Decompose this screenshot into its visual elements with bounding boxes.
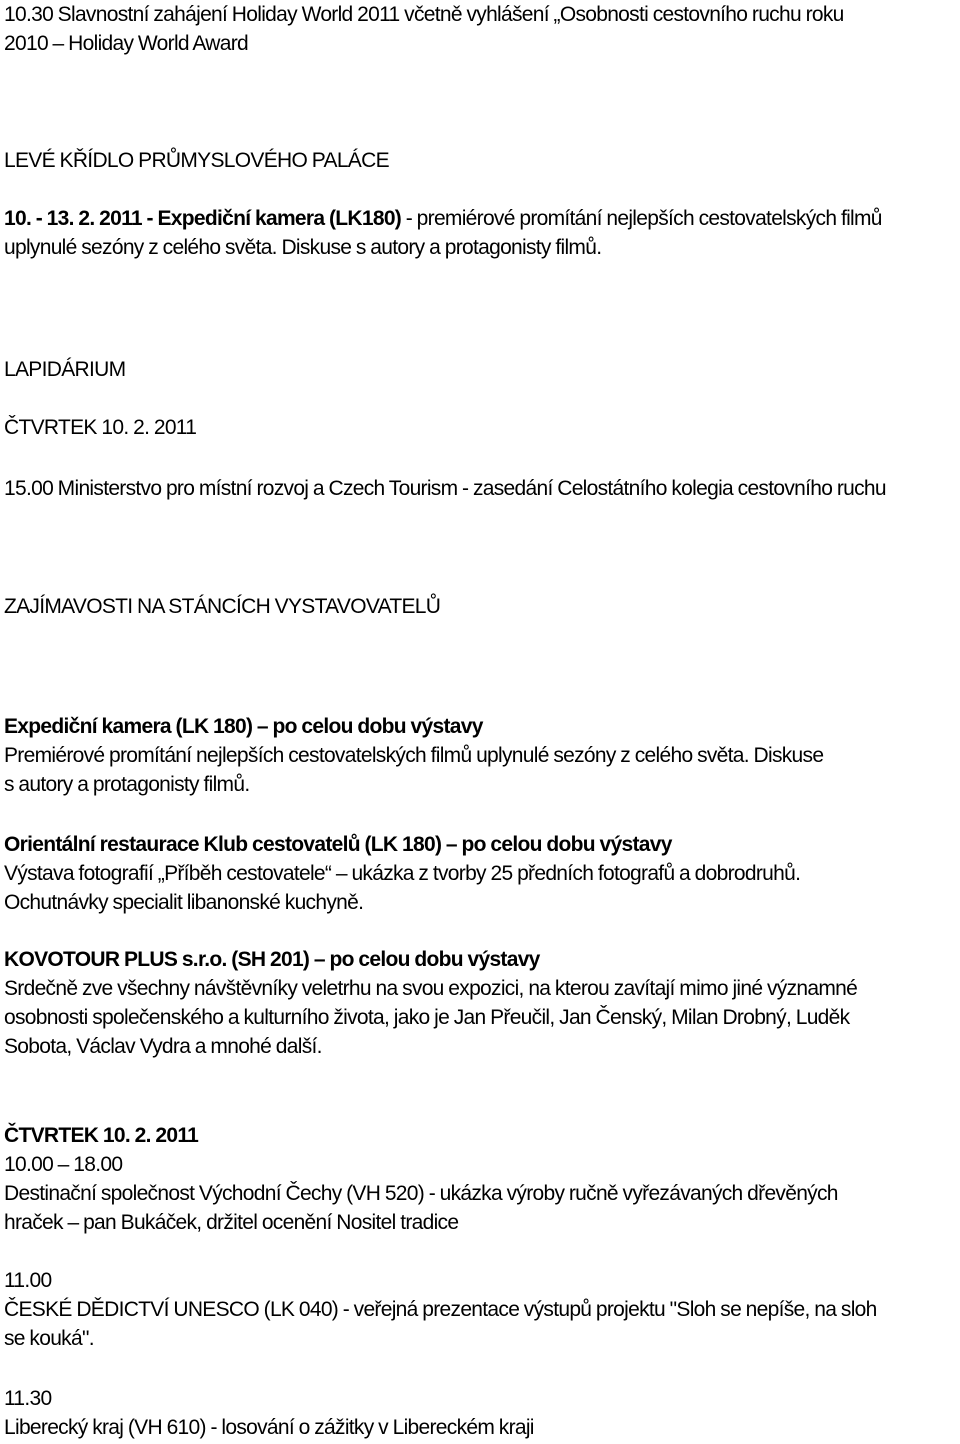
- lapidarium-event: [4, 474, 954, 503]
- exhibitor-line: Premiérové promítání nejlepších cestovatelských filmů uplynulé sezóny z celého světa. Diskuse: [4, 744, 824, 767]
- section-heading-zajimavosti: [4, 592, 954, 621]
- exhibitor-line: Srdečně zve všechny návštěvníky veletrhu na svou expozici, na kterou zavítají mimo jiné významné: [4, 977, 858, 1000]
- section-heading-text: ZAJÍMAVOSTI NA STÁNCÍCH VYSTAVOVATELŮ: [4, 595, 441, 618]
- opening-line-1: 10.30 Slavnostní zahájení Holiday World 2011 včetně vyhlášení „Osobnosti cestovního ruchu roku: [4, 3, 844, 26]
- exhibitor-line: osobnosti společenského a kulturního života, jako je Jan Přeučil, Jan Čenský, Milan Drobný, Luděk: [4, 1006, 850, 1029]
- leve-kridlo-line-2: uplynulé sezóny z celého světa. Diskuse s autory a protagonisty filmů.: [4, 236, 602, 259]
- exhibitor-line: Sobota, Václav Vydra a mnohé další.: [4, 1035, 322, 1058]
- opening-event: [4, 0, 954, 58]
- day-heading-text: ČTVRTEK 10. 2. 2011: [4, 416, 197, 439]
- event-time: 10.00 – 18.00: [4, 1153, 123, 1176]
- exhibitor-title: Expediční kamera (LK 180) – po celou dobu výstavy: [4, 715, 483, 738]
- section-heading-text: LEVÉ KŘÍDLO PRŮMYSLOVÉHO PALÁCE: [4, 149, 389, 172]
- schedule-event: [4, 1384, 954, 1442]
- schedule-event: [4, 1150, 954, 1237]
- exhibitor-item: [4, 945, 954, 1061]
- event-line: hraček – pan Bukáček, držitel ocenění Nositel tradice: [4, 1211, 459, 1234]
- exhibitor-title: KOVOTOUR PLUS s.r.o. (SH 201) – po celou dobu výstavy: [4, 948, 540, 971]
- exhibitor-item: [4, 830, 954, 917]
- leve-kridlo-event: [4, 204, 954, 262]
- day-heading-text: ČTVRTEK 10. 2. 2011: [4, 1124, 199, 1147]
- event-title: Expediční kamera (LK180): [157, 207, 402, 230]
- exhibitor-line: Ochutnávky specialit libanonské kuchyně.: [4, 891, 364, 914]
- event-line: ČESKÉ DĚDICTVÍ UNESCO (LK 040) - veřejná prezentace výstupů projektu "Sloh se nepíše, na sloh: [4, 1298, 877, 1321]
- event-date: 10. - 13. 2. 2011 -: [4, 207, 158, 230]
- thursday-heading: [4, 1121, 954, 1150]
- event-text: 15.00 Ministerstvo pro místní rozvoj a Czech Tourism - zasedání Celostátního kolegia cestovního ruchu: [4, 477, 886, 500]
- event-description: - premiérové promítání nejlepších cestovatelských filmů: [401, 207, 882, 230]
- section-heading-text: LAPIDÁRIUM: [4, 358, 126, 381]
- event-time: 11.30: [4, 1387, 52, 1410]
- leve-kridlo-line-1: [4, 204, 954, 233]
- lapidarium-day: [4, 413, 954, 442]
- event-line: Destinační společnost Východní Čechy (VH 520) - ukázka výroby ručně vyřezávaných dřevěných: [4, 1182, 838, 1205]
- exhibitor-title: Orientální restaurace Klub cestovatelů (LK 180) – po celou dobu výstavy: [4, 833, 672, 856]
- event-line: se kouká".: [4, 1327, 94, 1350]
- section-heading-lapidarium: [4, 355, 954, 384]
- exhibitor-item: [4, 712, 954, 799]
- exhibitor-line: s autory a protagonisty filmů.: [4, 773, 250, 796]
- opening-line-2: 2010 – Holiday World Award: [4, 32, 249, 55]
- event-time: 11.00: [4, 1269, 52, 1292]
- section-heading-leve-kridlo: [4, 146, 954, 175]
- schedule-event: [4, 1266, 954, 1353]
- event-line: Liberecký kraj (VH 610) - losování o zážitky v Libereckém kraji: [4, 1416, 534, 1439]
- exhibitor-line: Výstava fotografií „Příběh cestovatele“ – ukázka z tvorby 25 předních fotografů a dobrodruhů.: [4, 862, 801, 885]
